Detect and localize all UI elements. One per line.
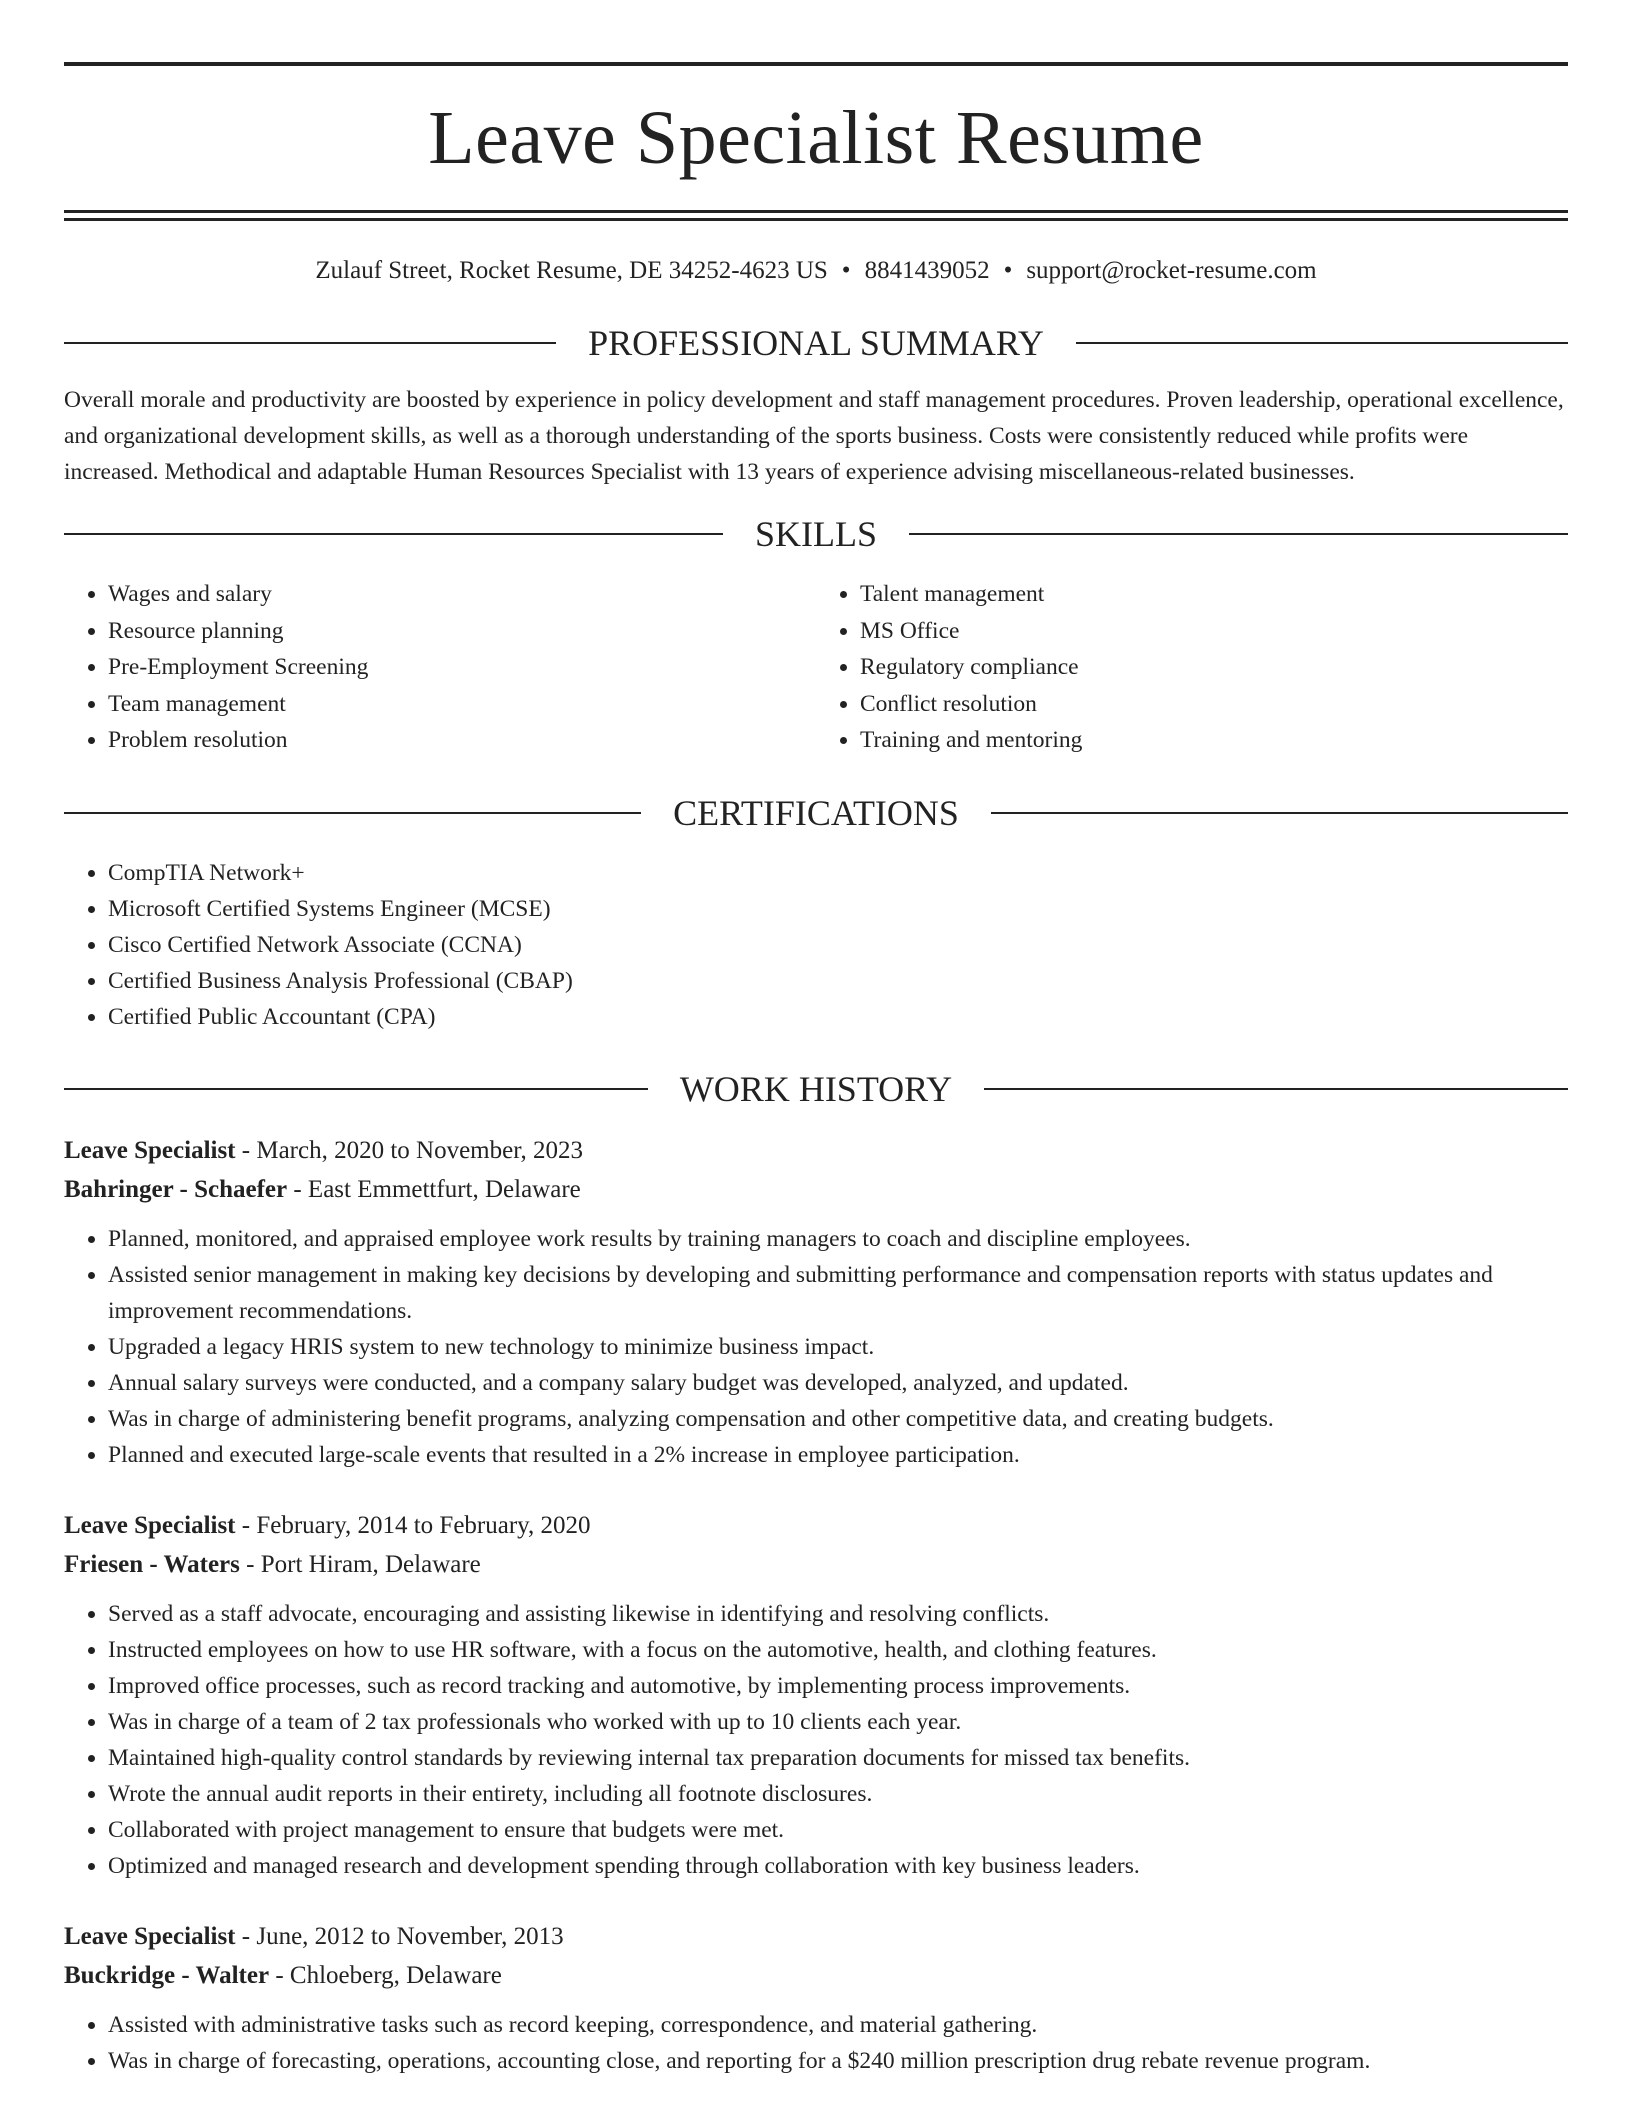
- job-duty-item: • Improved office processes, such as record tracking and automotive, by implementing process improvements.: [108, 1668, 1568, 1704]
- certifications-heading: CERTIFICATIONS: [673, 792, 959, 833]
- contact-separator: •: [1003, 257, 1013, 284]
- job-duties-list: [64, 2007, 1568, 2079]
- skill-item: • Wages and salary: [108, 576, 816, 613]
- work-heading-row: [64, 1067, 1568, 1111]
- section-rule: [991, 812, 1568, 814]
- contact-line: [64, 256, 1568, 286]
- job-role: Leave Specialist: [64, 1511, 236, 1539]
- section-rule: [64, 812, 641, 814]
- job-entry: [64, 1917, 1568, 2079]
- contact-address: Zulauf Street, Rocket Resume, DE 34252-4623 US: [315, 257, 828, 284]
- contact-separator: •: [841, 257, 851, 284]
- summary-heading-row: [64, 321, 1568, 365]
- skills-heading-row: [64, 512, 1568, 556]
- contact-email: support@rocket-resume.com: [1026, 257, 1317, 284]
- job-location: - Chloeberg, Delaware: [269, 1961, 502, 1989]
- job-location: - Port Hiram, Delaware: [239, 1550, 481, 1578]
- summary-text: Overall morale and productivity are boosted by experience in policy development and staff management procedures. Proven leadership, operational excellence, and organizational development skills, as well as a thorough understanding of the sports business. Costs were consistently reduced while profits were increased. Methodical and adaptable Human Resources Specialist with 13 years of experience advising miscellaneous-related businesses.: [64, 387, 1564, 485]
- skill-item: • Team management: [108, 686, 816, 723]
- section-rule: [1076, 342, 1568, 344]
- skill-item: • Talent management: [860, 576, 1568, 613]
- skill-item: • Resource planning: [108, 613, 816, 650]
- certification-item: • Microsoft Certified Systems Engineer (MCSE): [108, 891, 1568, 927]
- skill-item: • Training and mentoring: [860, 722, 1568, 759]
- job-dates: - February, 2014 to February, 2020: [235, 1511, 591, 1539]
- skill-item: • MS Office: [860, 613, 1568, 650]
- title-double-rule: [64, 210, 1568, 221]
- job-duty-item: • Was in charge of forecasting, operations, accounting close, and reporting for a $240 million prescription drug rebate revenue program.: [108, 2043, 1568, 2079]
- job-duty-item: • Was in charge of administering benefit programs, analyzing compensation and other competitive data, and creating budgets.: [108, 1401, 1568, 1437]
- job-duty-item: • Upgraded a legacy HRIS system to new technology to minimize business impact.: [108, 1329, 1568, 1365]
- resume-title: Leave Specialist Resume: [428, 96, 1204, 180]
- job-company: Bahringer - Schaefer: [64, 1175, 288, 1203]
- certification-item: • Certified Public Accountant (CPA): [108, 999, 1568, 1035]
- section-rule: [64, 1088, 648, 1090]
- contact-phone: 8841439052: [864, 257, 990, 284]
- job-dates: - June, 2012 to November, 2013: [235, 1922, 564, 1950]
- section-rule: [984, 1088, 1568, 1090]
- job-duty-item: • Maintained high-quality control standards by reviewing internal tax preparation documents for missed tax benefits.: [108, 1740, 1568, 1776]
- skill-item: • Problem resolution: [108, 722, 816, 759]
- work-heading: WORK HISTORY: [679, 1068, 953, 1109]
- certifications-list: [64, 855, 1568, 1035]
- skills-list-right: [816, 576, 1568, 759]
- job-title-line: [64, 1917, 1568, 1956]
- job-entry: [64, 1506, 1568, 1884]
- job-duty-item: • Wrote the annual audit reports in their entirety, including all footnote disclosures.: [108, 1776, 1568, 1812]
- job-title-line: [64, 1131, 1568, 1170]
- job-duty-item: • Planned and executed large-scale events that resulted in a 2% increase in employee participation.: [108, 1437, 1568, 1473]
- job-duty-item: • Assisted with administrative tasks such as record keeping, correspondence, and material gathering.: [108, 2007, 1568, 2043]
- summary-heading: PROFESSIONAL SUMMARY: [588, 323, 1044, 363]
- job-company-line: [64, 1545, 1568, 1584]
- job-duty-item: • Assisted senior management in making key decisions by developing and submitting performance and compensation reports with status updates and improvement recommendations.: [108, 1257, 1568, 1329]
- job-company-line: [64, 1170, 1568, 1209]
- skills-list-left: [64, 576, 816, 759]
- section-rule: [64, 342, 556, 344]
- skill-item: • Pre-Employment Screening: [108, 649, 816, 686]
- certification-item: • Certified Business Analysis Professional (CBAP): [108, 963, 1568, 999]
- job-role: Leave Specialist: [64, 1136, 236, 1164]
- job-duty-item: • Was in charge of a team of 2 tax professionals who worked with up to 10 clients each year.: [108, 1704, 1568, 1740]
- job-entry: [64, 1131, 1568, 1473]
- job-location: - East Emmettfurt, Delaware: [287, 1175, 581, 1203]
- job-duty-item: • Optimized and managed research and development spending through collaboration with key business leaders.: [108, 1848, 1568, 1884]
- job-duty-item: • Instructed employees on how to use HR software, with a focus on the automotive, health, and clothing features.: [108, 1632, 1568, 1668]
- job-duties-list: [64, 1221, 1568, 1473]
- resume-page: [64, 0, 1568, 2079]
- job-title-line: [64, 1506, 1568, 1545]
- skills-columns: [64, 576, 1568, 759]
- job-duty-item: • Collaborated with project management to ensure that budgets were met.: [108, 1812, 1568, 1848]
- certifications-heading-row: [64, 791, 1568, 835]
- skills-heading: SKILLS: [755, 514, 878, 554]
- job-company-line: [64, 1956, 1568, 1995]
- certification-item: • Cisco Certified Network Associate (CCNA): [108, 927, 1568, 963]
- job-role: Leave Specialist: [64, 1922, 236, 1950]
- certification-item: • CompTIA Network+: [108, 855, 1568, 891]
- job-duty-item: • Planned, monitored, and appraised employee work results by training managers to coach and discipline employees.: [108, 1221, 1568, 1257]
- work-history: [64, 1131, 1568, 2079]
- skill-item: • Conflict resolution: [860, 686, 1568, 723]
- skill-item: • Regulatory compliance: [860, 649, 1568, 686]
- section-rule: [64, 533, 723, 535]
- job-duty-item: • Annual salary surveys were conducted, and a company salary budget was developed, analyzed, and updated.: [108, 1365, 1568, 1401]
- job-duty-item: • Served as a staff advocate, encouraging and assisting likewise in identifying and resolving conflicts.: [108, 1596, 1568, 1632]
- job-dates: - March, 2020 to November, 2023: [235, 1136, 584, 1164]
- job-company: Friesen - Waters: [64, 1550, 240, 1578]
- job-duties-list: [64, 1596, 1568, 1884]
- section-rule: [909, 533, 1568, 535]
- job-company: Buckridge - Walter: [64, 1961, 270, 1989]
